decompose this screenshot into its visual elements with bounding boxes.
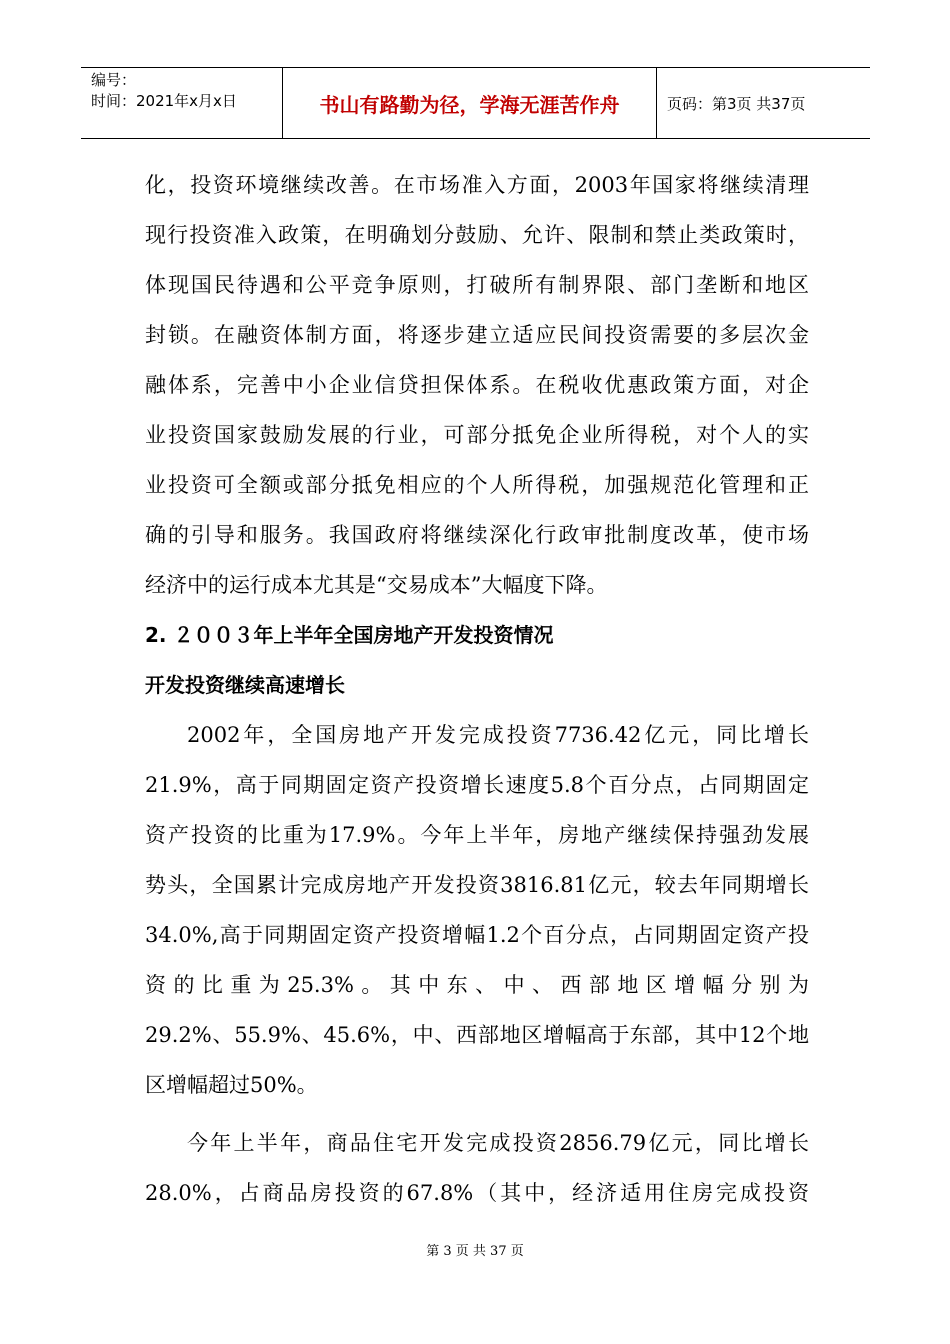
text-line: 资产投资的比重为17.9%。今年上半年，房地产继续保持强劲发展 — [145, 823, 809, 847]
text-line: 业投资可全额或部分抵免相应的个人所得税，加强规范化管理和正 — [145, 473, 809, 497]
page-header — [81, 67, 870, 139]
text-line: 28.0%，占商品房投资的67.8%（其中，经济适用住房完成投资 — [145, 1181, 809, 1205]
paragraph-housing-investment — [145, 1118, 809, 1218]
document-date: 时间：2021年x月x日 — [91, 92, 237, 110]
text-line: 21.9%，高于同期固定资产投资增长速度5.8个百分点，占同期固定 — [145, 773, 809, 797]
text-line: 业投资国家鼓励发展的行业，可部分抵免企业所得税，对个人的实 — [145, 423, 809, 447]
header-meta — [81, 68, 282, 138]
paragraph-investment-growth — [145, 710, 809, 1110]
section-heading: 2. ２００３年上半年全国房地产开发投资情况 — [145, 623, 554, 647]
text-line: 确的引导和服务。我国政府将继续深化行政审批制度改革，使市场 — [145, 523, 809, 547]
text-line: 区增幅超过50%。 — [145, 1073, 318, 1097]
text-line: 封锁。在融资体制方面，将逐步建立适应民间投资需要的多层次金 — [145, 323, 809, 347]
document-body — [145, 160, 809, 1218]
header-motto: 书山有路勤为径，学海无涯苦作舟 — [282, 68, 657, 138]
header-page-info: 页码：第3页 共37页 — [667, 94, 806, 113]
text-line: 34.0%,高于同期固定资产投资增幅1.2个百分点，占同期固定资产投 — [145, 923, 809, 947]
text-line: 今年上半年，商品住宅开发完成投资2856.79亿元，同比增长 — [187, 1131, 809, 1155]
text-line: 现行投资准入政策，在明确划分鼓励、允许、限制和禁止类政策时， — [145, 223, 809, 247]
subsection-heading: 开发投资继续高速增长 — [145, 673, 345, 697]
text-line: 29.2%、55.9%、45.6%，中、西部地区增幅高于东部，其中12个地 — [145, 1023, 809, 1047]
document-number-label: 编号： — [91, 71, 137, 89]
text-line: 经济中的运行成本尤其是“交易成本”大幅度下降。 — [145, 573, 608, 597]
text-line: 2002年，全国房地产开发完成投资7736.42亿元，同比增长 — [187, 723, 809, 747]
text-line: 体现国民待遇和公平竞争原则，打破所有制界限、部门垄断和地区 — [145, 273, 809, 297]
text-line: 化，投资环境继续改善。在市场准入方面，2003年国家将继续清理 — [145, 173, 809, 197]
text-line: 资的比重为25.3%。其中东、中、西部地区增幅分别为 — [145, 973, 809, 997]
text-line: 势头，全国累计完成房地产开发投资3816.81亿元，较去年同期增长 — [145, 873, 809, 897]
page-footer: 第 3 页 共 37 页 — [426, 1244, 524, 1259]
text-line: 融体系，完善中小企业信贷担保体系。在税收优惠政策方面，对企 — [145, 373, 809, 397]
paragraph-investment-environment — [145, 160, 809, 610]
